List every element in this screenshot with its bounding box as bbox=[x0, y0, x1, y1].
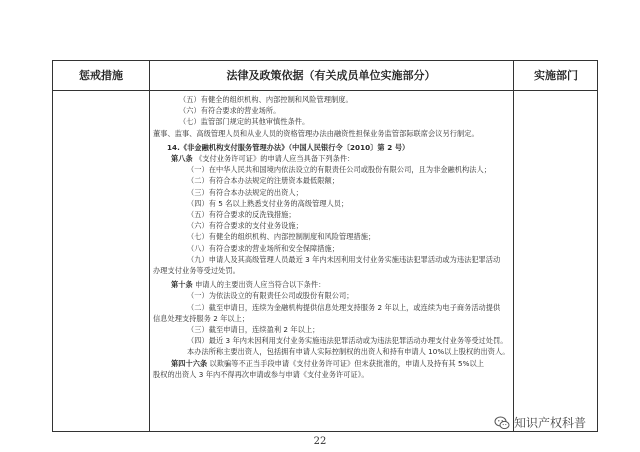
text-line: （七）有健全的组织机构、内部控制制度和风险管理措施； bbox=[187, 232, 376, 242]
text-line: 办理支付业务等受过处罚。 bbox=[153, 266, 240, 276]
text-line: （三）有符合本办法规定的出资人； bbox=[187, 187, 303, 197]
text-line: （二）截至申请日，连续为金融机构提供信息处理支持服务 2 年以上，或连续为电子商务活动提供 bbox=[187, 302, 501, 312]
legal-basis-cell bbox=[149, 91, 513, 380]
article-label: 第四十六条 bbox=[171, 358, 208, 368]
text-line: （九）申请人及其高级管理人员最近 3 年内未因利用支付业务实施违法犯罪活动或为违法犯罪活动 bbox=[187, 254, 501, 264]
text-line: （七）监管部门规定的其他审慎性条件。 bbox=[179, 117, 310, 127]
text-line: 股权的出资人 3 年内不得再次申请或参与申请《支付业务许可证》。 bbox=[153, 369, 369, 379]
column-divider bbox=[513, 61, 514, 431]
law-title: 14.《非金融机构支付服务管理办法》（中国人民银行令〔2010〕第 2 号） bbox=[167, 142, 410, 152]
article-8 bbox=[153, 153, 513, 164]
text-line: （二）有符合本办法规定的注册资本最低限额； bbox=[187, 176, 339, 186]
text-line: （六）有符合要求的支付业务设施； bbox=[187, 221, 303, 231]
header-legal-basis: 法律及政策依据（有关成员单位实施部分） bbox=[226, 69, 436, 82]
text-line: （三）截至申请日，连续盈利 2 年以上； bbox=[187, 325, 320, 335]
policy-table bbox=[52, 60, 598, 432]
article-46 bbox=[153, 358, 513, 369]
text-line: （五）有健全的组织机构、内部控制和风险管理制度。 bbox=[179, 95, 353, 104]
article-text: 申请人的主要出资人应当符合以下条件： bbox=[195, 280, 326, 290]
text-line: （四）最近 3 年内未因利用支付业务实施违法犯罪活动或为违法犯罪活动办理支付业务等受过处罚。 bbox=[187, 336, 508, 346]
article-text: 《支付业务许可证》的申请人应当具备下列条件： bbox=[195, 154, 355, 164]
article-label: 第八条 bbox=[171, 154, 193, 164]
watermark-text: 知识产权科普 bbox=[514, 416, 587, 430]
text-line: （一）在中华人民共和国境内依法设立的有限责任公司或股份有限公司，且为非金融机构法人； bbox=[187, 165, 491, 175]
text-line: （八）有符合要求的营业场所和安全保障措施； bbox=[187, 243, 339, 253]
article-label: 第十条 bbox=[171, 280, 193, 290]
watermark bbox=[494, 414, 586, 431]
text-line: （四）有 5 名以上熟悉支付业务的高级管理人员； bbox=[187, 198, 349, 208]
table-header bbox=[53, 61, 597, 91]
text-line: 本办法所称主要出资人，包括拥有申请人实际控制权的出资人和持有申请人 10%以上股权的出资人。 bbox=[187, 347, 510, 357]
header-department: 实施部门 bbox=[534, 69, 578, 82]
article-10 bbox=[153, 279, 513, 290]
text-line: 董事、监事、高级管理人员和从业人员的资格管理办法由融资性担保业务监管部际联席会议另行制定。 bbox=[153, 128, 479, 138]
header-measures: 惩戒措施 bbox=[79, 69, 123, 82]
text-line: （五）有符合要求的反洗钱措施； bbox=[187, 210, 296, 220]
text-line: （六）有符合要求的营业场所。 bbox=[179, 106, 281, 116]
text-line: （一）为依法设立的有限责任公司或股份有限公司； bbox=[187, 291, 354, 301]
article-text: 以欺骗等不正当手段申请《支付业务许可证》但未获批准的，申请人及持有其 5%以上 bbox=[209, 358, 484, 368]
wechat-icon bbox=[494, 415, 510, 431]
text-line: 信息处理支持服务 2 年以上； bbox=[153, 313, 250, 323]
page-number: 22 bbox=[313, 436, 327, 447]
